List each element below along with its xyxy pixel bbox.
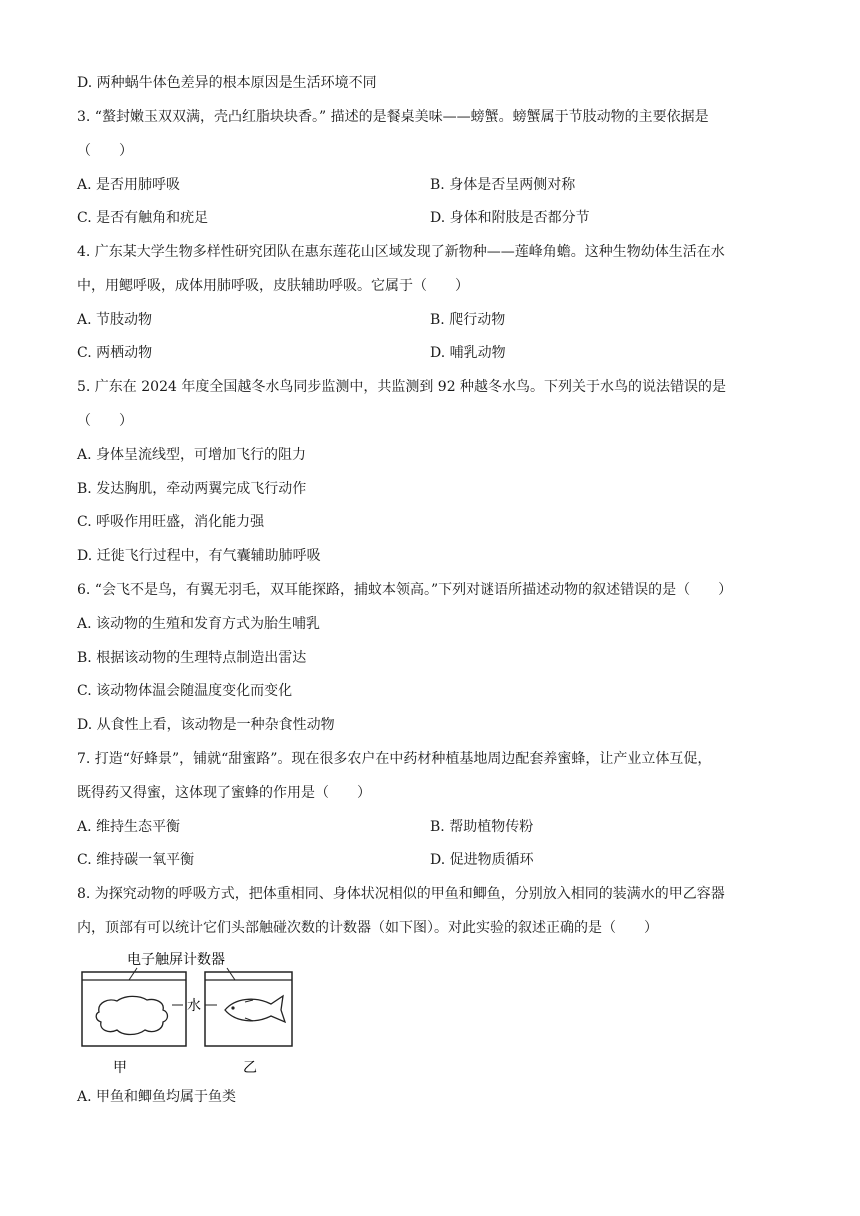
q6-option-a: A. 该动物的生殖和发育方式为胎生哺乳 (77, 616, 321, 632)
experiment-diagram (77, 950, 297, 1080)
q2-option-d: D. 两种蜗牛体色差异的根本原因是生活环境不同 (77, 75, 377, 91)
q3-option-c: C. 是否有触角和疣足 (77, 210, 209, 226)
q3-option-a: A. 是否用肺呼吸 (77, 177, 181, 193)
q5-stem-line-2: （ ） (77, 413, 133, 429)
q4-option-b: B. 爬行动物 (430, 312, 506, 328)
q4-option-a: A. 节肢动物 (77, 312, 153, 328)
q4-stem-line-1: 4. 广东某大学生物多样性研究团队在惠东莲花山区域发现了新物种——莲峰角蟾。这种生物幼体生活在水 (77, 244, 725, 260)
experiment-figure (77, 950, 297, 1080)
counter-label: 电子触屏计数器 (127, 952, 225, 968)
water-label: 水 (187, 998, 201, 1014)
q5-option-c: C. 呼吸作用旺盛，消化能力强 (77, 514, 265, 530)
q5-option-b: B. 发达胸肌，牵动两翼完成飞行动作 (77, 481, 307, 497)
q3-stem-line-1: 3. “螯封嫩玉双双满，壳凸红脂块块香。” 描述的是餐桌美味——螃蟹。螃蟹属于节肢动物的主要依据是 (77, 109, 709, 125)
q7-stem-line-2: 既得药又得蜜，这体现了蜜蜂的作用是（ ） (77, 785, 371, 801)
q7-option-d: D. 促进物质循环 (430, 852, 534, 868)
q7-option-b: B. 帮助植物传粉 (430, 819, 534, 835)
q8-stem-line-2: 内，顶部有可以统计它们头部触碰次数的计数器（如下图）。对此实验的叙述正确的是（ ） (77, 920, 658, 936)
q3-option-d: D. 身体和附肢是否都分节 (430, 210, 590, 226)
q3-option-b: B. 身体是否呈两侧对称 (430, 177, 576, 193)
q4-option-d: D. 哺乳动物 (430, 345, 506, 361)
container-label-jia: 甲 (113, 1060, 127, 1076)
q6-option-d: D. 从食性上看，该动物是一种杂食性动物 (77, 717, 335, 733)
q6-option-b: B. 根据该动物的生理特点制造出雷达 (77, 650, 307, 666)
q8-option-a: A. 甲鱼和鲫鱼均属于鱼类 (77, 1089, 237, 1105)
q7-option-a: A. 维持生态平衡 (77, 819, 181, 835)
q6-stem: 6. “会飞不是鸟，有翼无羽毛，双耳能探路，捕蚊本领高。”下列对谜语所描述动物的叙述错误的是（ ） (77, 582, 733, 598)
q8-stem-line-1: 8. 为探究动物的呼吸方式，把体重相同、身体状况相似的甲鱼和鲫鱼，分别放入相同的装满水的甲乙容器 (77, 886, 725, 902)
q5-option-d: D. 迁徙飞行过程中，有气囊辅助肺呼吸 (77, 548, 321, 564)
container-label-yi: 乙 (243, 1060, 257, 1076)
q3-stem-line-2: （ ） (77, 143, 133, 159)
q6-option-c: C. 该动物体温会随温度变化而变化 (77, 683, 293, 699)
q4-stem-line-2: 中，用鳃呼吸，成体用肺呼吸，皮肤辅助呼吸。它属于（ ） (77, 278, 469, 294)
q7-option-c: C. 维持碳一氧平衡 (77, 852, 195, 868)
turtle-shape (96, 996, 167, 1034)
q4-option-c: C. 两栖动物 (77, 345, 153, 361)
q5-stem-line-1: 5. 广东在 2024 年度全国越冬水鸟同步监测中，共监测到 92 种越冬水鸟。下列关于水鸟的说法错误的是 (77, 379, 727, 395)
q7-stem-line-1: 7. 打造“好蜂景”，铺就“甜蜜路”。现在很多农户在中药材种植基地周边配套养蜜蜂，让产业立体互促， (77, 751, 712, 767)
q5-option-a: A. 身体呈流线型，可增加飞行的阻力 (77, 447, 307, 463)
container-yi (205, 972, 292, 1046)
